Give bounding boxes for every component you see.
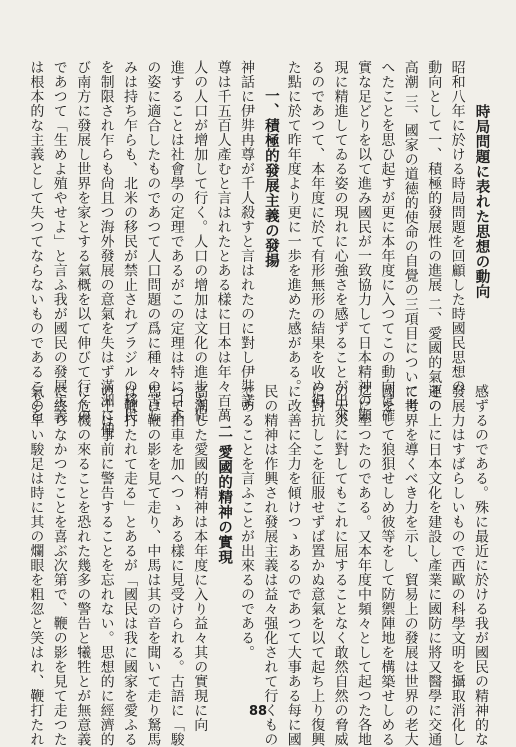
upper-column: 實な足どりを以て進み國民が一致協力して日本精神の顯	[356, 60, 372, 423]
upper-column: の姿に適合したものであつて人口問題の爲に種々の苦し	[145, 60, 162, 423]
upper-column: であつて「生めよ殖やせよ」と言ふ我が國民の發展主義	[51, 60, 68, 423]
lower-column: 迄に至つたのである。又本年度中頻々として起つた各地	[356, 384, 372, 747]
upper-column: 一、積極的發展主義の發揚	[262, 88, 280, 268]
page-number: 88	[248, 704, 268, 719]
upper-column: 時局問題に表れた思想の動向	[473, 104, 491, 299]
upper-column: みは持ち乍らも、北米の移民が禁止されブラジルの移民	[122, 60, 138, 423]
lower-column: に世界を導くべき力を示し、貿易上の發展は世界の老大	[402, 384, 419, 747]
lower-column: に危機の來ることを恐れた幾多の警告と犧牲とが無意義	[75, 384, 92, 747]
upper-column: び南方に發展し世界を家とする氣概を以て伸びて行くの	[75, 60, 92, 423]
lower-column: に終らなかつたことを喜ぶ次第で、鞭の影を見て走つた	[51, 384, 68, 747]
lower-column: 民の精神は作興され發展主義は益々强化されて行くもの	[262, 384, 279, 747]
upper-column: は根本的な主義として失つてならないものであることを	[28, 60, 45, 423]
upper-column: 高潮 三、國家の道徳的使命の自覺の三項目について考	[402, 60, 419, 413]
lower-column: 感ずるのである。殊に最近に於ける我が國民の精神的な	[473, 384, 489, 747]
lower-column: は鞭打たれて走る」とあるが「國民は我に國家を愛ふる	[122, 384, 138, 747]
lower-column: 二 愛國的精神の實現	[216, 424, 234, 565]
lower-column: に改善に全力を傾けつゝあるのであつて大事ある每に國	[285, 384, 302, 747]
lower-column: 氣の早い駿足は時に其の爛眼を粗忽と笑はれ、鞭打たれ	[28, 384, 45, 747]
lower-column: 發展力はすばらしいもので西歐の科學文明を攝取消化し	[449, 384, 466, 747]
lower-column: 高潮した愛國的精神は本年度に入り益々其の實現に向	[192, 384, 209, 732]
upper-column: 動向として一、積極的發展性の進展 二、愛國的氣運の	[426, 60, 443, 413]
lower-column: 國をして狼狽せしめ彼等をして防禦陣地を構築せしめる	[379, 384, 396, 747]
upper-column: 現に精進してゐる姿の現れに心強さを感ずることが出來	[332, 60, 349, 423]
lower-column: つて拍車を加へつゝある樣に見受けられる。古語に「駿	[168, 384, 185, 747]
upper-column: 人の人口が增加して行く。人口の增加は文化の進步を促	[192, 60, 209, 423]
lower-column: に對抗しこを征服せずば置かぬ意氣を以て起ち上り復興	[309, 384, 326, 747]
upper-column: 尊は千五百人產むと言はれたとある樣に日本は年々百萬	[215, 60, 232, 423]
upper-column: を制限され乍らも尙且つ海外發展の意氣を失はず滿洲に伸	[98, 60, 115, 437]
upper-column: 昭和八年に於ける時局問題を回顧した時國民思想の	[449, 60, 466, 394]
upper-column: るのであつて、本年度に於て有形無形の結果を收め得	[309, 60, 326, 408]
upper-column: 神話に伊弉冉尊が千人殺すと言はれたのに對し伊弉諾	[239, 60, 255, 408]
lower-column: の天災に對してもこれに屈することなく敢然自然の脅威	[332, 384, 349, 747]
upper-column: へたことを思ひ起すが更に本年度に入つてこの動向は確	[379, 60, 396, 423]
lower-column: であることを言ふことが出來るのである。	[239, 384, 255, 660]
lower-column: 馬は鞭の影を見て走り、中馬は其の音を聞いて走り駑馬	[145, 384, 162, 747]
upper-column: た點に於て昨年度より更に一歩を進めた感がある。	[285, 60, 302, 394]
lower-column: の士は事前に警告することを忘れない。思想的に經濟的	[98, 384, 115, 747]
lower-column: その上に日本文化を建設し產業に國防に將又醫學に交通	[426, 384, 443, 747]
upper-column: 進することは社會學の定理であるがこの定理は特に日本	[168, 60, 185, 423]
